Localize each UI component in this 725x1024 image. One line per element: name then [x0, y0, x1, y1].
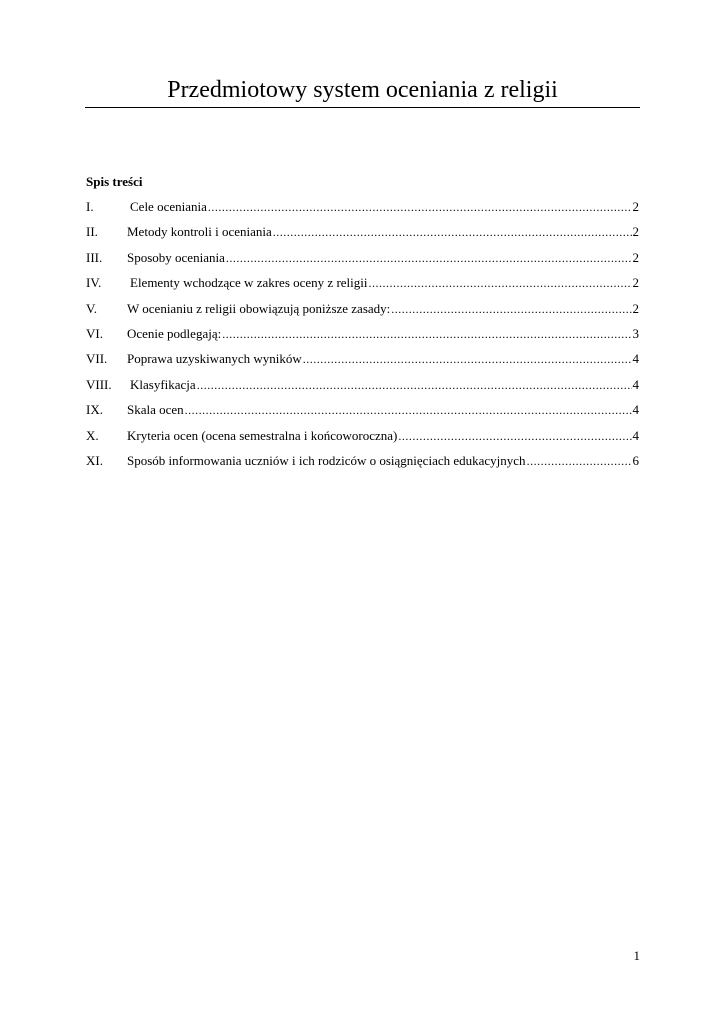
toc-dot-leader [527, 453, 632, 469]
toc-entry-title: Elementy wchodzące w zakres oceny z religii [130, 275, 368, 291]
toc-dot-leader [369, 275, 632, 291]
toc-entry-title: Sposoby oceniania [127, 249, 225, 265]
toc-dot-leader [226, 250, 632, 266]
toc-entry-page: 2 [632, 275, 639, 291]
toc-dot-leader [273, 224, 632, 240]
toc-entry-number: III. [86, 249, 103, 265]
toc-dot-leader [303, 351, 632, 367]
toc-entry-title: Cele oceniania [130, 199, 207, 214]
toc-entry-page: 2 [632, 224, 639, 240]
toc-entry-vi[interactable] [86, 326, 639, 351]
toc-entry-title: W ocenianiu z religii obowiązują poniższe zasady: [127, 300, 391, 316]
toc-entry-number: X. [86, 427, 99, 443]
toc-entry-number: XI. [86, 452, 103, 468]
toc-entry-number: II. [86, 224, 98, 240]
toc-entry-page: 2 [632, 300, 639, 316]
toc-entry-number: IV. [86, 275, 102, 291]
toc-dot-leader [391, 301, 631, 317]
toc-entry-iii[interactable] [86, 250, 639, 275]
toc-entry-viii[interactable] [86, 377, 639, 402]
toc-entry-number: V. [86, 300, 97, 316]
toc-entry-v[interactable] [86, 301, 639, 326]
toc-entry-xi[interactable] [86, 453, 639, 478]
toc-entry-iv[interactable] [86, 275, 639, 300]
toc-entry-number: VIII. [86, 376, 112, 392]
toc-entry-page: 3 [632, 325, 639, 341]
toc-dot-leader [222, 326, 631, 342]
toc-entry-vii[interactable] [86, 351, 639, 376]
page-number: 1 [633, 948, 640, 963]
toc-entry-page: 6 [632, 452, 639, 468]
toc-entry-number: VII. [86, 351, 108, 367]
toc-entry-title: Klasyfikacja [130, 376, 196, 392]
toc-dot-leader [398, 428, 631, 444]
toc-entry-page: 4 [632, 376, 639, 392]
toc-entry-title: Skala ocen [127, 402, 184, 418]
page-title: Przedmiotowy system oceniania z religii [167, 77, 558, 103]
toc-entry-x[interactable] [86, 428, 639, 453]
toc-dot-leader [185, 402, 632, 418]
toc-entry-title: Sposób informowania uczniów i ich rodziców o osiągnięciach edukacyjnych [127, 452, 526, 468]
toc-entry-page: 4 [632, 402, 639, 418]
table-of-contents [86, 199, 639, 478]
toc-entry-number: VI. [86, 325, 103, 341]
toc-entry-number: IX. [86, 402, 103, 418]
toc-entry-page: 2 [632, 249, 639, 265]
toc-heading: Spis treści [86, 174, 143, 189]
toc-entry-title: Poprawa uzyskiwanych wyników [127, 351, 302, 367]
toc-entry-title: Kryteria ocen (ocena semestralna i końcoworoczna) [127, 427, 398, 443]
toc-entry-title: Metody kontroli i oceniania [127, 224, 272, 240]
toc-entry-ix[interactable] [86, 402, 639, 427]
toc-entry-title: Ocenie podlegają: [127, 325, 222, 341]
toc-dot-leader [208, 199, 632, 215]
toc-dot-leader [197, 377, 632, 393]
toc-entry-page: 4 [632, 351, 639, 367]
toc-entry-number: I. [86, 199, 94, 214]
toc-entry-ii[interactable] [86, 224, 639, 249]
toc-entry-i[interactable] [86, 199, 639, 224]
toc-entry-page: 4 [632, 427, 639, 443]
title-divider [85, 107, 640, 108]
toc-entry-page: 2 [632, 199, 639, 214]
